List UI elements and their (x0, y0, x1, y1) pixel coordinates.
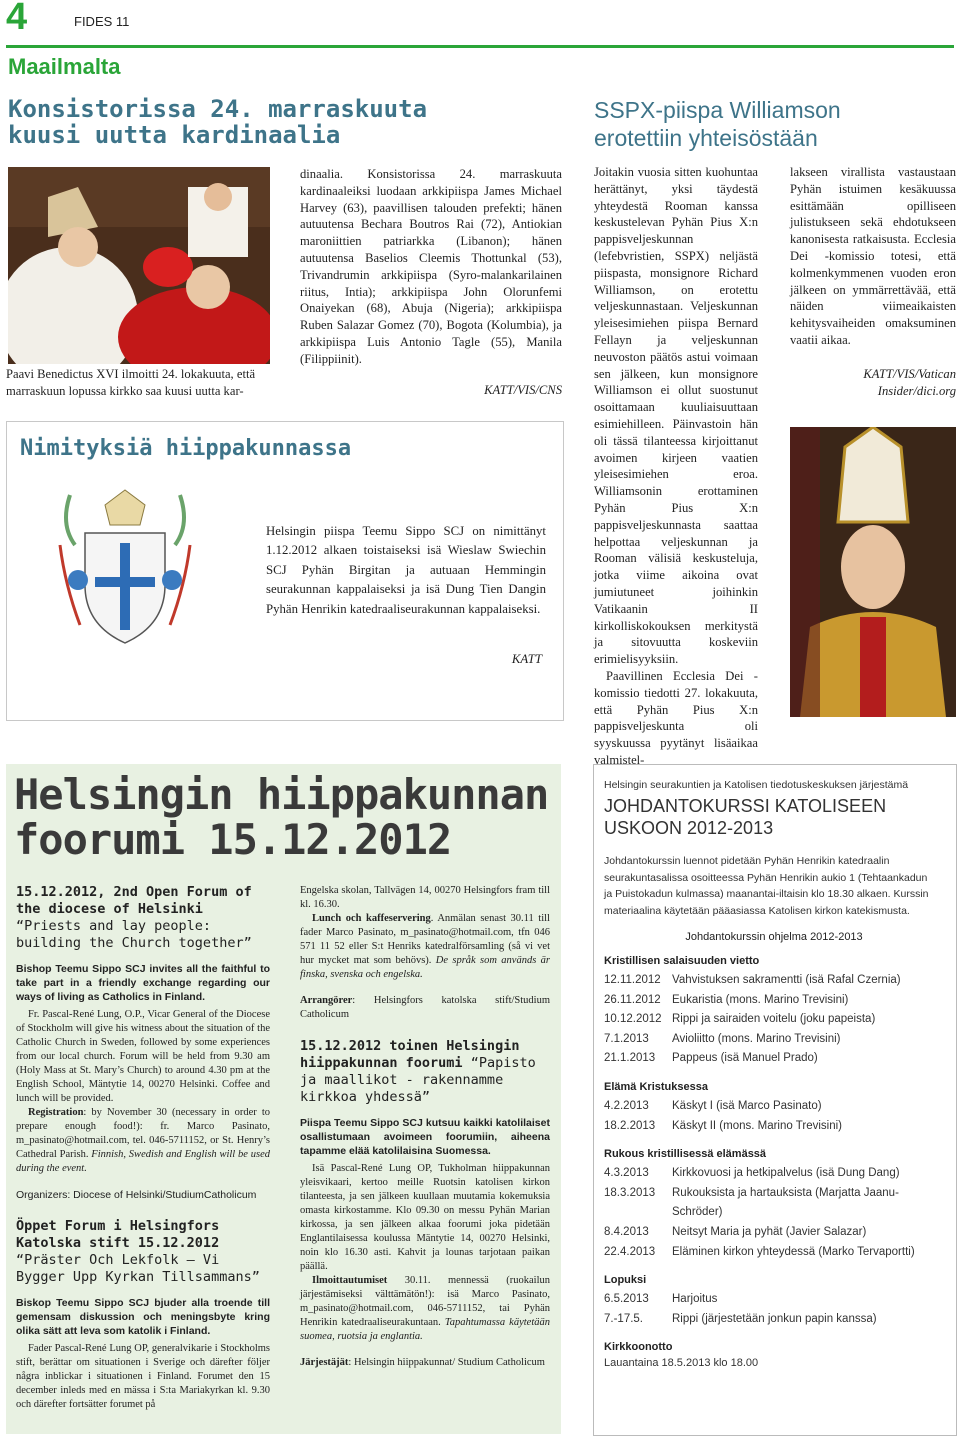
cardinals-body: dinaalia. Konsistorissa 24. marraskuuta kardinaaleiksi luodaan arkkipiispa James Michael Harvey (63), paavillisen talouden prefekti; hänen autuutensa Bechara Boutros Rai (72), Antiokian maroniittien patriarkka (Libanon); hänen autuutensa Baselios Cleemis Thottunkal (53), Trivandrumin arkkipiispa (Syro-malankarilainen riitus, Intia); arkkipiispa John Olorunfemi Onaiyekan (68), Abuja (Nigeria); arkkipiispa Ruben Salazar Gomez (70), Bogota (Kolumbia), ja arkkipiispa Luis Antonio Tagle (55), Manila (Filippiinit). (300, 167, 562, 366)
program-row (604, 1030, 944, 1050)
program-row (604, 1010, 944, 1030)
program-topic: Neitsyt Maria ja pyhät (Javier Salazar) (672, 1225, 867, 1238)
program-row (604, 991, 944, 1011)
program-date: 7.1.2013 (604, 1032, 649, 1045)
forum-title-line2: foorumi 15.12.2012 (14, 815, 452, 864)
program-row (604, 1184, 944, 1223)
course-program-title: Johdantokurssin ohjelma 2012-2013 (685, 931, 863, 943)
course-title-line1: JOHDANTOKURSSI KATOLISEEN (604, 796, 887, 816)
program-topic: Kirkkovuosi ja hetkipalvelus (isä Dung Dang) (672, 1167, 900, 1180)
program-section-heading: Elämä Kristuksessa (604, 1080, 708, 1093)
forum-fi-heading (300, 1038, 550, 1106)
forum-en-p2-italic: Finnish, Swedish and English will be used during the event. (16, 1149, 270, 1174)
cardinals-photo-image (8, 167, 270, 364)
program-row (604, 1223, 944, 1243)
publication-name: FIDES 11 (74, 14, 130, 29)
program-row (604, 1164, 944, 1184)
forum-en-lead: Bishop Teemu Sippo SCJ invites all the faithful to take part in a friendly exchange regarding our ways of living as Catholics in Finland. (16, 963, 270, 1003)
forum-sv-p1: Fader Pascal-René Lung OP, generalvikarie i Stockholms stift, berättar om situationen i Sverige och därefter följer några inblickar i situationen i Finland. Forumet den 15 december inleds med en mässa i S:ta Mariakyrkan kl. 9.30 och därefter fortsätter forumet på (16, 1343, 270, 1410)
forum-en-heading-rest: “Priests and lay people: building the Church together” (16, 918, 252, 951)
appointments-source: KATT (511, 652, 542, 666)
forum-sv-p3-label: Lunch och kaffeservering (312, 913, 431, 924)
program-date: 18.3.2013 (604, 1186, 656, 1199)
program-date: 10.12.2012 (604, 1013, 662, 1026)
forum-fi-org-text: : Helsingin hiippakunnat/ Studium Catholicum (348, 1357, 545, 1368)
program-topic: Harjoitus (672, 1293, 718, 1306)
forum-sv-org-text: : Helsingfors katolska stift/Studium Catholicum (300, 995, 550, 1020)
sspx-title: SSPX-piispa Williamson erotettiin yhteisöstään (594, 97, 841, 151)
program-section-heading: Kristillisen salaisuuden vietto (604, 955, 760, 967)
sspx-col1 (594, 164, 758, 769)
course-title-line2: USKOON 2012-2013 (604, 818, 774, 838)
course-confirmation-text: Lauantaina 18.5.2013 klo 18.00 (604, 1357, 759, 1370)
program-date: 7.-17.5. (604, 1312, 643, 1325)
forum-sv-p3-italic: De språk som används är finska, svenska och engelska. (300, 955, 550, 980)
program-date: 21.1.2013 (604, 1052, 656, 1065)
program-topic: Eläminen kirkon yhteydessä (Marko Tervaportti) (672, 1245, 915, 1258)
forum-sv-lead: Biskop Teemu Sippo SCJ bjuder alla troende till gemensam diskussion och meningsbyte kring olika sätt att leva som katolik i Finland. (16, 1297, 270, 1337)
forum-fi-lead: Piispa Teemu Sippo SCJ kutsuu kaikki katolilaiset osallistumaan avoimeen foorumiin, aiheena tapamme elää katolilaisina Suomessa. (300, 1117, 550, 1157)
program-topic: Vahvistuksen sakramentti (isä Rafal Czernia) (672, 974, 901, 986)
header-rule (6, 45, 954, 48)
forum-fi-heading-bold: 15.12.2012 toinen Helsingin hiippakunnan foorumi (300, 1038, 520, 1071)
forum-sv-organizers (300, 994, 550, 1022)
forum-en-heading-bold: 15.12.2012, 2nd Open Forum of the diocese of Helsinki (16, 884, 252, 917)
forum-fi-p2-label: Ilmoittautumiset (312, 1275, 388, 1286)
forum-sv-heading-rest: “Präster Och Lekfolk – Vi Bygger Upp Kyrkan Tillsammans” (16, 1252, 260, 1285)
forum-sv-heading-bold: Öppet Forum i Helsingfors Katolska stift 15.12.2012 (16, 1218, 220, 1251)
sspx-paragraph-2: Paavillinen Ecclesia Dei -komissio tiedotti 27. lokakuuta, että Pyhän Pius X:n pappisveljeskunta oli syyskuussa pyytänyt lisäaikaa valmistel- (594, 668, 758, 767)
program-row (604, 971, 944, 991)
cardinals-title: Konsistorissa 24. marraskuuta kuusi uutta kardinaalia (8, 95, 428, 149)
program-topic: Avioliitto (mons. Marino Trevisini) (672, 1032, 841, 1045)
forum-sv-org-label: Arrangörer (300, 995, 353, 1006)
program-topic: Eukaristia (mons. Marino Trevisini) (672, 993, 849, 1006)
program-date: 6.5.2013 (604, 1293, 649, 1306)
forum-fi-p1: Isä Pascal-René Lung OP, Tukholman hiippakunnan yleisvikaari, kertoo meille Ruotsin katolisen kirkon tilanteesta, ja sen jälkeen kuullaan muutamia kokemuksia omasta kirkostamme. Klo 09.30 on messu Pyhän Marian kirkossa, ja sen jälkeen alkaa foorumi joka pidetään Englantilaisessa koulussa Mäntytie 14, 00270 Helsinki, noin klo 16.30 asti. Kahvit ja lounas tarjotaan paikan päällä. (300, 1163, 550, 1272)
forum-fi-heading-rest: “Papisto ja maallikot - rakennamme kirkkoa yhdessä” (300, 1055, 536, 1105)
program-row (604, 1117, 944, 1137)
program-topic: Pappeus (isä Manuel Prado) (672, 1052, 818, 1065)
page-number: 4 (6, 0, 28, 38)
forum-fi-p2-italic: Tapahtumassa käytetään suomea, ruotsia ja englantia. (300, 1317, 550, 1342)
forum-fi-p2-text: 30.11. mennessä (ruokailun järjestämiseksi välttämätön!): isä Marco Pasinato, m_pasinato@hotmail.com, 046-5711152, tai Pyhän Henrikin katedraaliseurakuntaan. (300, 1275, 550, 1328)
forum-en-p1: Fr. Pascal-René Lung, O.P., Vicar General of the Diocese of Stockholm will give his witness about the situation of the Catholic Church in Sweden, followed by some experiences from our local church. Forum will be held from 9.30 am (Holy Mass at St. Mary’s Church) to around 4.30 pm at the English School, Mäntytie 14, 00270 Helsinki. Coffee and lunch will be provided. (16, 1009, 270, 1104)
section-title: Maailmalta (8, 54, 121, 79)
course-confirmation-heading: Kirkkoonotto (604, 1341, 673, 1354)
sspx-col2: lakseen virallista vastaustaan Pyhän istuimen kesäkuussa esittämään opilliseen julistukseen sekä ehdotukseen kanonisesta ratkaisusta. Ecclesia Dei -komissio totesi, että kolmenkymmenen vuoden eron jälkeen on ymmärrettävää, että näiden viimeaikaisten kehitysvaiheiden omaksuminen vaatii aikaa. (790, 165, 956, 347)
forum-en-p2-text: : by November 30 (necessary in order to prepare enough food!): fr. Marco Pasinato, m_pasinato@hotmail.com, tel. 046-5711152, or St. Henry’s Cathedral Parish. (16, 1107, 270, 1160)
forum-sv-p2: Engelska skolan, Tallvägen 14, 00270 Helsingfors fram till kl. 16.30. (300, 885, 550, 910)
williamson-photo-image (790, 427, 956, 717)
program-topic: Rukouksista ja hartauksista (Marjatta Jaanu-Schröder) (672, 1186, 899, 1219)
coat-of-arms-icon (40, 485, 210, 650)
diocese-coat-of-arms (40, 485, 210, 650)
forum-en-heading (16, 884, 270, 952)
cardinals-caption: Paavi Benedictus XVI ilmoitti 24. lokakuuta, että marraskuun lopussa kirkko saa kuusi uutta kar- (6, 367, 256, 398)
program-topic: Rippi ja sairaiden voitelu (joku papeista) (672, 1013, 876, 1026)
program-row (604, 1097, 944, 1117)
program-date: 8.4.2013 (604, 1225, 649, 1238)
forum-en-organizers: Organizers: Diocese of Helsinki/StudiumCatholicum (16, 1189, 257, 1201)
cardinals-photo (8, 167, 270, 364)
program-date: 12.11.2012 (604, 974, 661, 986)
program-row (604, 1310, 944, 1330)
forum-sv-p3-text: . Anmälan senast 30.11 till fader Marco Pasinato, m_pasinato@hotmail.com, tfn 046 571 11 52 eller S:t Henriks katedralförsamling (så vi vet hur mycket mat som behövs). (300, 913, 550, 966)
forum-english (16, 884, 270, 1412)
forum-title (14, 772, 548, 862)
forum-fi-p2 (300, 1274, 550, 1344)
forum-title-line1: Helsingin hiippakunnan (14, 770, 549, 819)
program-date: 4.2.2013 (604, 1099, 649, 1112)
program-date: 22.4.2013 (604, 1245, 656, 1258)
course-content (604, 779, 944, 1369)
sspx-source: KATT/VIS/Vatican Insider/dici.org (863, 367, 956, 398)
forum-fi-org-label: Järjestäjät (300, 1357, 349, 1368)
program-date: 18.2.2013 (604, 1119, 656, 1132)
sspx-paragraph-1: Joitakin vuosia sitten kuohuntaa herättänyt, yksi täydestä yhteydestä Rooman kanssa keskustelevan Pyhän Pius X:n pappisveljeskunnan (lefebvristien, SSPX) neljästä piispasta, monsignore Richard Williamson, on erotettu veljeskunnastaan. Veljeskunnan yleisesimiehen piispa Bernard Fellayn ja veljeskunnan neuvoston päätös astui voimaan sen jälkeen, kun monsignore Williamson ei ollut suostunut osoittamaan kuuliaisuuttaan esimiehilleen. Päinvastoin hän oli tässä tilanteessa kirjoittanut avoimen kirjeen vaatien yleisesimiehen eroa. Williamsonin erottaminen Pyhän Pius X:n pappisveljeskunnasta saattaa helpottaa veljeskunnan ja Rooman välisiä keskusteluja, jotka viime aikoina ovat jumiutuneet joihinkin Vatikaanin II kirkolliskokouksen merkitystä ja sitovuutta koskeviin erimielisyyksiin. (594, 165, 758, 667)
forum-en-p2-label: Registration (28, 1107, 84, 1118)
program-section-heading: Lopuksi (604, 1274, 647, 1287)
forum-en-p2 (16, 1106, 270, 1176)
course-title (604, 795, 944, 839)
course-sections (604, 955, 944, 1329)
program-date: 4.3.2013 (604, 1167, 649, 1180)
course-intro: Johdantokurssin luennot pidetään Pyhän Henrikin katedraalin seurakuntasalissa osoitteessa Pyhän Henrikin aukio 1 (Tehtaankadun ja Puistokadun kulmassa) maanantai-iltaisin klo 18.30 alkaen. Kurssin materiaalina käytetään pääasiassa Katolisen kirkon katekismusta. (604, 855, 929, 917)
program-topic: Käskyt II (mons. Marino Trevisini) (672, 1119, 842, 1132)
program-date: 26.11.2012 (604, 993, 661, 1006)
program-row (604, 1049, 944, 1069)
program-topic: Käskyt I (isä Marco Pasinato) (672, 1099, 822, 1112)
program-row (604, 1290, 944, 1310)
appointments-title: Nimityksiä hiippakunnassa (20, 436, 352, 461)
forum-sv-heading (16, 1218, 270, 1286)
program-row (604, 1243, 944, 1263)
cardinals-source: KATT/VIS/CNS (484, 383, 562, 397)
forum-sv-p3 (300, 912, 550, 982)
appointments-body: Helsingin piispa Teemu Sippo SCJ on nimittänyt 1.12.2012 alkaen toistaiseksi isä Wieslaw Swiechin SCJ Pyhän Birgitan ja autuaan Hemmingin seurakunnan kappalaiseksi ja isä Dung Tien Dangin Pyhän Henrikin katedraaliseurakunnan kappalaiseksi. (266, 524, 546, 616)
williamson-photo (790, 427, 956, 717)
program-section-heading: Rukous kristillisessä elämässä (604, 1148, 767, 1161)
course-organizer: Helsingin seurakuntien ja Katolisen tiedotuskeskuksen järjestämä (604, 779, 909, 791)
forum-swedish-finnish (300, 884, 550, 1370)
forum-fi-organizers (300, 1356, 550, 1370)
program-topic: Rippi (järjestetään jonkun papin kanssa) (672, 1312, 877, 1325)
